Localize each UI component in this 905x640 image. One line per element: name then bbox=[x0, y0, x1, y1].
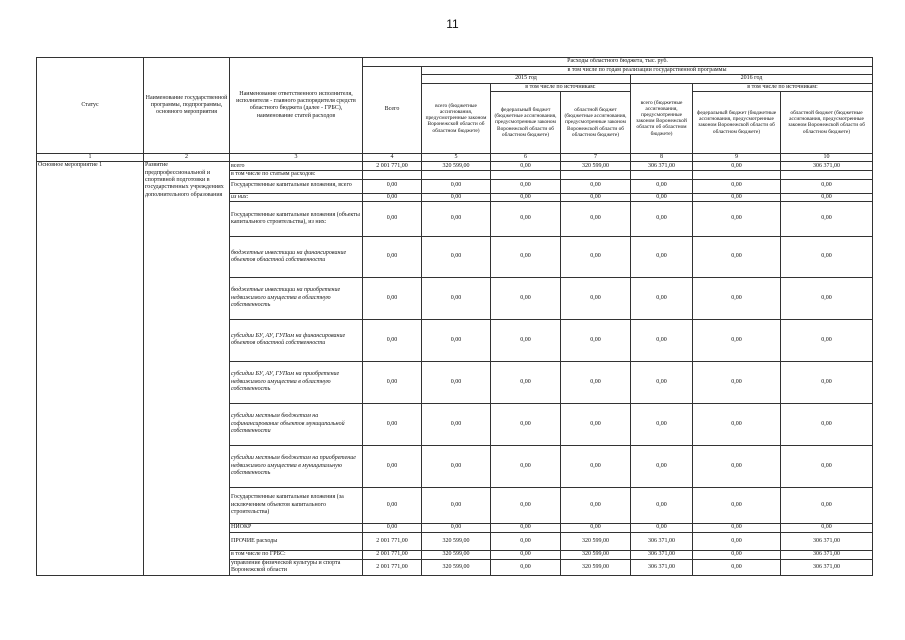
col-number: 6 bbox=[491, 153, 561, 161]
col-number: 9 bbox=[693, 153, 781, 161]
value-cell: 0,00 bbox=[422, 445, 491, 487]
col-number: 5 bbox=[422, 153, 491, 161]
value-cell: 0,00 bbox=[422, 193, 491, 201]
col-number: 3 bbox=[230, 153, 363, 161]
value-cell: 0,00 bbox=[422, 201, 491, 236]
value-cell: 0,00 bbox=[693, 523, 781, 532]
value-cell: 0,00 bbox=[631, 445, 693, 487]
value-cell: 0,00 bbox=[422, 319, 491, 361]
value-cell: 0,00 bbox=[561, 201, 631, 236]
row-label: субсидии местным бюджетам на приобретение недвижимого имущества в муниципальную собственность bbox=[230, 445, 363, 487]
row-label: бюджетные инвестиции на приобретение недвижимого имущества в областную собственность bbox=[230, 277, 363, 319]
col-number: 8 bbox=[631, 153, 693, 161]
value-cell: 0,00 bbox=[491, 193, 561, 201]
header-2016-regional: областной бюджет (бюджетные ассигнования, предусмотренные законом Воронежской области об областном бюджете) bbox=[781, 91, 873, 153]
value-cell: 0,00 bbox=[363, 319, 422, 361]
value-cell: 0,00 bbox=[631, 523, 693, 532]
value-cell: 0,00 bbox=[631, 487, 693, 523]
value-cell: 0,00 bbox=[561, 445, 631, 487]
value-cell: 0,00 bbox=[693, 162, 781, 171]
value-cell: 0,00 bbox=[491, 532, 561, 550]
value-cell: 0,00 bbox=[693, 559, 781, 575]
value-cell: 0,00 bbox=[363, 277, 422, 319]
header-2015-regional: областной бюджет (бюджетные ассигнования, предусмотренные законом Воронежской области об областном бюджете) bbox=[561, 91, 631, 153]
value-cell: 0,00 bbox=[491, 361, 561, 403]
value-cell: 0,00 bbox=[363, 445, 422, 487]
value-cell: 0,00 bbox=[363, 201, 422, 236]
value-cell: 0,00 bbox=[781, 361, 873, 403]
row-label: бюджетные инвестиции на финансирование объектов областной собственности bbox=[230, 236, 363, 277]
value-cell: 0,00 bbox=[693, 236, 781, 277]
col-number: 2 bbox=[144, 153, 230, 161]
value-cell: 0,00 bbox=[781, 193, 873, 201]
row-label: из них: bbox=[230, 193, 363, 201]
value-cell bbox=[491, 171, 561, 179]
value-cell: 2 001 771,00 bbox=[363, 550, 422, 559]
value-cell: 2 001 771,00 bbox=[363, 559, 422, 575]
value-cell: 0,00 bbox=[561, 403, 631, 445]
value-cell: 2 001 771,00 bbox=[363, 532, 422, 550]
col-number: 4 bbox=[363, 153, 422, 161]
value-cell: 0,00 bbox=[781, 523, 873, 532]
value-cell: 0,00 bbox=[491, 162, 561, 171]
value-cell: 0,00 bbox=[781, 319, 873, 361]
value-cell: 0,00 bbox=[363, 403, 422, 445]
header-year-2016: 2016 год bbox=[631, 75, 873, 83]
value-cell: 306 371,00 bbox=[781, 559, 873, 575]
value-cell: 0,00 bbox=[491, 236, 561, 277]
value-cell: 0,00 bbox=[631, 179, 693, 193]
value-cell: 306 371,00 bbox=[631, 532, 693, 550]
header-2016-all: всего (бюджетные ассигнования, предусмотренные законом Воронежской области об областном бюджете) bbox=[631, 83, 693, 153]
header-expenses-title: Расходы областного бюджета, тыс. руб. bbox=[363, 58, 873, 67]
value-cell: 0,00 bbox=[363, 179, 422, 193]
row-label: ПРОЧИЕ расходы bbox=[230, 532, 363, 550]
row-label: Государственные капитальные вложения (за исключением объектов капитального строительства) bbox=[230, 487, 363, 523]
page-number: 11 bbox=[446, 17, 459, 31]
value-cell: 0,00 bbox=[491, 319, 561, 361]
value-cell bbox=[631, 171, 693, 179]
header-2015-by-sources: в том числе по источникам: bbox=[491, 83, 631, 91]
value-cell: 320 599,00 bbox=[561, 550, 631, 559]
value-cell bbox=[363, 171, 422, 179]
value-cell: 2 001 771,00 bbox=[363, 162, 422, 171]
value-cell: 0,00 bbox=[491, 550, 561, 559]
value-cell: 0,00 bbox=[781, 277, 873, 319]
row-label: субсидии БУ, АУ, ГУПам на финансирование объектов областной собственности bbox=[230, 319, 363, 361]
value-cell: 0,00 bbox=[693, 532, 781, 550]
value-cell: 0,00 bbox=[363, 487, 422, 523]
row-label: всего bbox=[230, 162, 363, 171]
row-label: субсидии местным бюджетам на софинансирование объектов муниципальной собственности bbox=[230, 403, 363, 445]
value-cell: 306 371,00 bbox=[631, 550, 693, 559]
value-cell bbox=[422, 171, 491, 179]
table-row bbox=[37, 162, 873, 171]
header-executor: Наименование ответственного исполнителя, исполнителя - главного распорядителя средств областного бюджета (далее - ГРБС), наименование статей расходов bbox=[230, 58, 363, 154]
value-cell: 0,00 bbox=[561, 236, 631, 277]
row-label: в том числе по статьям расходов: bbox=[230, 171, 363, 179]
value-cell: 0,00 bbox=[422, 403, 491, 445]
header-program: Наименование государственной программы, подпрограммы, основного мероприятия bbox=[144, 58, 230, 154]
program-cell: Развитие предпрофессиональной и спортивной подготовки в государственных учреждениях дополнительного образования bbox=[144, 162, 230, 575]
value-cell: 0,00 bbox=[693, 201, 781, 236]
value-cell: 0,00 bbox=[693, 550, 781, 559]
value-cell: 320 599,00 bbox=[422, 550, 491, 559]
value-cell: 0,00 bbox=[491, 487, 561, 523]
value-cell: 0,00 bbox=[693, 361, 781, 403]
value-cell: 0,00 bbox=[491, 277, 561, 319]
value-cell: 320 599,00 bbox=[422, 162, 491, 171]
value-cell: 0,00 bbox=[631, 201, 693, 236]
value-cell: 320 599,00 bbox=[422, 532, 491, 550]
value-cell: 0,00 bbox=[693, 319, 781, 361]
value-cell: 0,00 bbox=[363, 236, 422, 277]
value-cell: 0,00 bbox=[781, 179, 873, 193]
value-cell bbox=[781, 171, 873, 179]
value-cell: 0,00 bbox=[422, 179, 491, 193]
value-cell: 0,00 bbox=[781, 201, 873, 236]
value-cell: 0,00 bbox=[363, 361, 422, 403]
row-label: субсидии БУ, АУ, ГУПам на приобретение недвижимого имущества в областную собственность bbox=[230, 361, 363, 403]
budget-table bbox=[36, 57, 873, 576]
value-cell: 0,00 bbox=[631, 319, 693, 361]
value-cell: 0,00 bbox=[781, 403, 873, 445]
header-total: Всего bbox=[363, 67, 422, 154]
value-cell: 0,00 bbox=[693, 179, 781, 193]
value-cell: 0,00 bbox=[561, 193, 631, 201]
status-cell: Основное мероприятие 1 bbox=[37, 162, 144, 575]
value-cell: 0,00 bbox=[561, 277, 631, 319]
value-cell: 0,00 bbox=[561, 523, 631, 532]
value-cell: 0,00 bbox=[781, 487, 873, 523]
header-year-2015: 2015 год bbox=[422, 75, 631, 83]
value-cell: 0,00 bbox=[422, 487, 491, 523]
value-cell: 0,00 bbox=[491, 445, 561, 487]
value-cell: 0,00 bbox=[422, 236, 491, 277]
header-status: Статус bbox=[37, 58, 144, 154]
col-number: 1 bbox=[37, 153, 144, 161]
value-cell: 0,00 bbox=[693, 445, 781, 487]
value-cell: 0,00 bbox=[631, 193, 693, 201]
value-cell: 0,00 bbox=[491, 403, 561, 445]
value-cell: 306 371,00 bbox=[631, 162, 693, 171]
value-cell: 0,00 bbox=[693, 277, 781, 319]
value-cell: 0,00 bbox=[781, 445, 873, 487]
col-number: 10 bbox=[781, 153, 873, 161]
value-cell: 0,00 bbox=[491, 201, 561, 236]
value-cell: 0,00 bbox=[422, 277, 491, 319]
row-label: Государственные капитальные вложения, всего bbox=[230, 179, 363, 193]
header-2016-by-sources: в том числе по источникам: bbox=[693, 83, 873, 91]
row-label: НИОКР bbox=[230, 523, 363, 532]
value-cell bbox=[561, 171, 631, 179]
value-cell: 320 599,00 bbox=[561, 162, 631, 171]
value-cell: 0,00 bbox=[561, 361, 631, 403]
value-cell: 0,00 bbox=[422, 523, 491, 532]
value-cell: 0,00 bbox=[422, 361, 491, 403]
value-cell bbox=[693, 171, 781, 179]
value-cell: 320 599,00 bbox=[422, 559, 491, 575]
row-label: в том числе по ГРБС: bbox=[230, 550, 363, 559]
row-label: управление физической культуры и спорта Воронежской области bbox=[230, 559, 363, 575]
column-number-row bbox=[37, 153, 873, 161]
value-cell: 0,00 bbox=[631, 361, 693, 403]
value-cell: 0,00 bbox=[781, 236, 873, 277]
header-2016-federal: федеральный бюджет (бюджетные ассигнования, предусмотренные законом Воронежской области об областном бюджете) bbox=[693, 91, 781, 153]
value-cell: 0,00 bbox=[693, 487, 781, 523]
value-cell: 0,00 bbox=[491, 559, 561, 575]
value-cell: 0,00 bbox=[631, 403, 693, 445]
row-label: Государственные капитальные вложения (объекты капитального строительства), из них: bbox=[230, 201, 363, 236]
value-cell: 306 371,00 bbox=[781, 550, 873, 559]
value-cell: 0,00 bbox=[491, 179, 561, 193]
value-cell: 0,00 bbox=[561, 487, 631, 523]
value-cell: 0,00 bbox=[561, 179, 631, 193]
value-cell: 0,00 bbox=[363, 523, 422, 532]
value-cell: 320 599,00 bbox=[561, 532, 631, 550]
value-cell: 0,00 bbox=[631, 277, 693, 319]
header-2015-federal: федеральный бюджет (бюджетные ассигнования, предусмотренные законом Воронежской области об областном бюджете) bbox=[491, 91, 561, 153]
value-cell: 0,00 bbox=[631, 236, 693, 277]
header-by-years: в том числе по годам реализации государственной программы bbox=[422, 67, 873, 75]
value-cell: 0,00 bbox=[693, 193, 781, 201]
value-cell: 0,00 bbox=[693, 403, 781, 445]
header-2015-all: всего (бюджетные ассигнования, предусмотренные законом Воронежской области об областном бюджете) bbox=[422, 83, 491, 153]
value-cell: 306 371,00 bbox=[781, 162, 873, 171]
value-cell: 0,00 bbox=[561, 319, 631, 361]
value-cell: 306 371,00 bbox=[631, 559, 693, 575]
value-cell: 0,00 bbox=[491, 523, 561, 532]
col-number: 7 bbox=[561, 153, 631, 161]
value-cell: 306 371,00 bbox=[781, 532, 873, 550]
value-cell: 320 599,00 bbox=[561, 559, 631, 575]
value-cell: 0,00 bbox=[363, 193, 422, 201]
